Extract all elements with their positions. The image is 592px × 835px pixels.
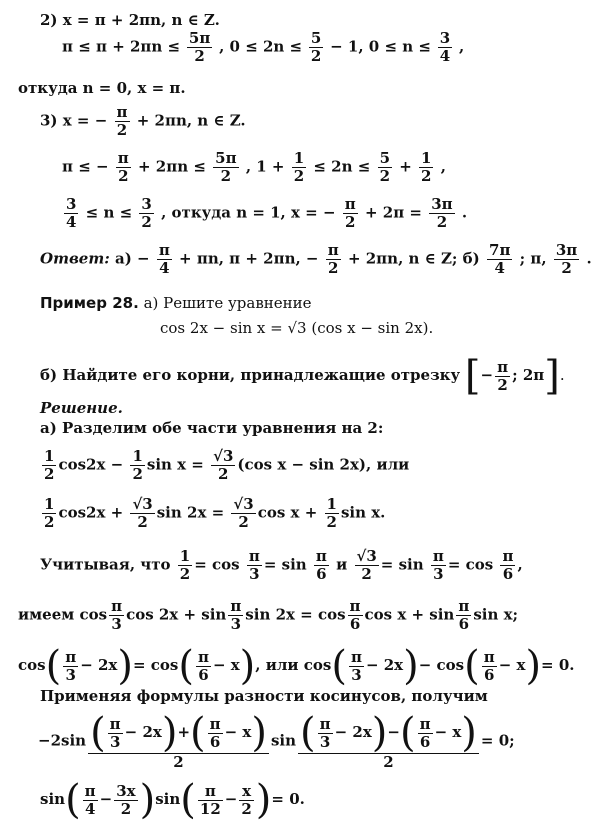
fraction [109,598,124,633]
text: + 2πn, n ∈ Z; б) [347,249,480,268]
den: 2 [379,167,390,185]
text: а) − [114,249,150,268]
num: x [242,781,252,800]
equation-divided [40,448,409,483]
considering-line [40,548,523,583]
den: 6 [500,565,515,583]
den: 2 [429,213,454,231]
fraction [64,196,78,231]
fraction [487,242,512,277]
text: − 2x [124,723,162,741]
text: = cos [132,656,179,674]
num: π [497,357,509,376]
num: 3 [66,195,77,213]
num: √3 [233,495,254,513]
big-fraction [88,712,269,771]
text: − [224,790,238,808]
den: 6 [456,615,471,633]
num: 7π [489,241,511,259]
text: откуда n = 0, x = π. [18,79,186,97]
fraction [178,548,192,583]
fraction [554,242,579,277]
example-28-equation [160,318,433,338]
case-2-heading [40,10,220,30]
den: 3 [431,565,446,583]
den: 2 [355,565,379,583]
fraction [349,649,364,684]
num: 3 [141,195,152,213]
fraction [378,150,392,185]
num: 5 [310,29,322,47]
den: 2 [44,513,55,531]
num: 5π [215,149,237,167]
text: . [461,203,468,222]
text: ; 2π [512,366,545,384]
num: π [197,647,209,666]
num: π [502,547,514,565]
fraction [115,104,130,139]
fraction [325,496,339,531]
paren: ) [525,643,542,689]
example-28-part-b [40,353,565,399]
den: 3 [349,666,364,684]
paren: ( [300,710,316,756]
bracket-left: [ [464,353,481,399]
fraction [211,448,235,483]
num: 1 [421,149,432,167]
paren: ) [403,643,419,689]
num: 5 [379,149,390,167]
case-3-heading [40,104,246,139]
text: = sin [380,555,424,574]
text: cos [18,656,46,674]
den: 6 [482,666,497,684]
den: 2 [231,513,255,531]
den: 2 [132,465,143,483]
num: π [204,781,216,800]
den: 3 [63,666,78,684]
den: 3 [247,565,262,583]
num [88,710,269,756]
text: = sin [263,555,307,574]
text: ≤ n ≤ [85,203,133,222]
text: − 2x [334,723,372,741]
text: sin x; [473,605,519,624]
den: 2 [326,513,337,531]
text: − [387,723,400,741]
solution-step-1 [40,418,383,438]
text: б) Найдите его корни, принадлежащие отрезку [40,366,461,384]
text: имеем cos [18,605,108,624]
num: √3 [132,495,153,513]
fraction [419,150,433,185]
num: π [248,547,260,565]
text: (cos x − sin 2x), или [237,455,410,474]
we-have-line [18,598,518,633]
text: + πn, π + 2πn, − [179,249,319,268]
text: = 0. [271,790,305,808]
den: 2 [141,213,152,231]
text: − 1, 0 ≤ n ≤ [330,37,431,56]
den: 2 [88,753,269,771]
paren: ) [371,710,388,756]
fraction [348,598,363,633]
text: + 2πn ≤ [138,157,206,176]
num: 1 [132,447,143,465]
text: 3) x = − [40,111,108,130]
difference-of-cosines-line [38,712,515,771]
num: π [209,714,221,733]
num: 1 [326,495,337,513]
num: π [458,597,470,615]
num: 1 [179,547,191,565]
text: , 1 + [245,157,285,176]
answer-line [40,242,592,277]
fraction [208,716,223,751]
text: , [517,555,523,574]
text: = cos [447,555,494,574]
text: − x [224,723,252,741]
fraction [500,548,515,583]
fraction [318,716,333,751]
den: 6 [208,733,223,751]
fraction [429,196,454,231]
solution-heading [40,398,123,418]
fraction [343,196,358,231]
text: sin [270,731,297,750]
text: − x [434,723,462,741]
fraction [495,359,510,394]
fraction [116,150,131,185]
fraction [187,30,212,65]
den: 2 [343,213,358,231]
text: , 0 ≤ 2n ≤ [219,37,303,56]
fraction [83,783,98,818]
den: 2 [310,47,322,65]
fraction [108,716,123,751]
num: √3 [213,447,234,465]
fraction [292,150,306,185]
text: ≤ 2n ≤ [313,157,371,176]
text: sin [40,790,66,808]
paren: ) [251,710,267,756]
den: 2 [293,167,305,185]
text: Применяя формулы разности косинусов, получим [40,687,488,705]
num: 5π [188,29,211,47]
text: cos 2x + sin [126,605,227,624]
paren: ( [464,643,480,689]
case-3-inequality [62,150,446,185]
text: Решение. [40,399,123,417]
paren: ) [139,777,156,823]
fraction [63,649,78,684]
text: . [559,366,565,384]
fraction [231,496,255,531]
text: , [440,157,446,176]
fraction [355,548,379,583]
num: 3π [555,241,578,259]
fraction [239,783,253,818]
paren: ) [161,710,178,756]
example-title: Пример 28. [40,294,139,312]
text: cos x + [257,503,318,522]
num: π [483,647,495,666]
paren: ( [45,643,62,689]
den: 2 [187,47,212,65]
den: 2 [130,513,154,531]
num: π [117,149,129,167]
text: sin [155,790,181,808]
paren: ( [178,643,194,689]
den: 12 [199,799,221,818]
paren: ( [90,710,106,756]
text: cos2x − [58,455,124,474]
fraction [456,598,471,633]
text: cos2x + [58,503,124,522]
text: − 2x [365,656,404,674]
den: 3 [109,615,124,633]
den: 4 [439,47,451,65]
fraction [309,30,323,65]
den: 2 [421,167,432,185]
cos-equality-line [18,643,575,689]
paren: ( [180,777,196,823]
text: − 2x [80,656,118,674]
equation: cos 2x − sin x = √3 (cos x − sin 2x). [160,319,434,337]
applying-formulas-line [40,686,488,706]
text: , или cos [255,656,332,674]
equation-rearranged [40,496,385,531]
paren: ) [255,777,272,823]
num: 1 [44,495,55,513]
fraction [198,783,223,818]
den: 2 [44,465,55,483]
text: . [586,249,592,268]
bracket-right: ] [544,353,560,399]
case-3-result [62,196,467,231]
num: π [315,547,327,565]
num: π [327,241,339,259]
paren: ( [399,710,416,756]
den: 2 [213,167,238,185]
num: √3 [356,547,377,565]
den: 2 [241,799,252,818]
num: π [111,597,123,615]
answer-label: Ответ: [40,249,110,268]
text: ; π, [519,249,547,268]
fraction [42,448,56,483]
text: sin x. [340,503,386,522]
num: π [419,714,431,733]
num: π [319,714,331,733]
num: π [65,647,77,666]
num: π [230,597,242,615]
text: а) Разделим обе части уравнения на 2: [40,419,384,437]
fraction [228,598,243,633]
text: π ≤ π + 2πn ≤ [62,37,181,56]
den: 2 [115,121,130,139]
fraction [213,150,238,185]
text: , откуда n = 1, x = − [161,203,336,222]
den: 4 [83,800,98,818]
text: , [458,37,465,56]
fraction [247,548,262,583]
den: 2 [116,167,131,185]
den: 2 [298,753,479,771]
text: π ≤ − [62,157,109,176]
num: π [158,241,170,259]
text: = 0; [480,731,515,750]
text: = 0. [541,656,575,674]
num: 3π [431,195,453,213]
paren: ) [117,643,133,689]
den: 4 [157,259,172,277]
num: 1 [293,149,305,167]
big-fraction [298,712,479,771]
fraction [438,30,452,65]
fraction [326,242,341,277]
text: и [336,555,348,574]
text: − [480,366,494,384]
fraction [139,196,153,231]
den: 6 [348,615,363,633]
num: π [350,647,362,666]
paren: ( [331,643,347,689]
num: π [84,781,96,800]
fraction [42,496,56,531]
text: −2sin [38,731,87,750]
fraction [130,496,154,531]
text: cos x + sin [364,605,455,624]
den: 2 [114,800,137,818]
example-28-heading [40,293,312,313]
num: π [109,714,121,733]
fraction [196,649,211,684]
den: 2 [495,376,510,394]
text: = cos [194,555,240,574]
paren: ( [190,710,206,756]
text: + 2πn, n ∈ Z. [136,111,246,130]
num: π [344,195,356,213]
den: 2 [211,465,235,483]
text: + [177,723,191,741]
case-2-result [18,78,186,98]
fraction [114,783,137,818]
num: π [349,597,361,615]
num: π [432,547,444,565]
fraction [130,448,144,483]
den: 3 [228,615,243,633]
text: + 2π = [364,203,422,222]
num: 3 [439,29,451,47]
text: − x [498,656,526,674]
text: + [399,157,412,176]
text: sin 2x = cos [245,605,346,624]
text: а) Решите уравнение [143,294,312,312]
den: 6 [314,565,329,583]
den: 6 [196,666,211,684]
paren: ( [65,777,81,823]
text: − [99,790,113,808]
num: 3x [116,781,136,800]
text: Учитывая, что [40,555,171,574]
text: − x [212,656,240,674]
den: 2 [326,259,341,277]
fraction [482,649,497,684]
fraction [314,548,329,583]
den: 2 [554,259,579,277]
den: 3 [108,733,123,751]
fraction [418,716,433,751]
den: 2 [179,565,191,583]
text: sin x = [146,455,204,474]
final-product-line [40,777,305,823]
num [298,710,479,756]
paren: ) [461,710,477,756]
fraction [157,242,172,277]
den: 4 [487,259,512,277]
paren: ) [239,643,256,689]
text: sin 2x = [156,503,225,522]
fraction [431,548,446,583]
den: 4 [66,213,77,231]
den: 6 [418,733,433,751]
text: − cos [418,656,465,674]
num: π [116,103,128,121]
case-2-inequality [62,30,464,65]
den: 3 [318,733,333,751]
text: 2) x = π + 2πn, n ∈ Z. [40,11,220,29]
num: 1 [44,447,55,465]
